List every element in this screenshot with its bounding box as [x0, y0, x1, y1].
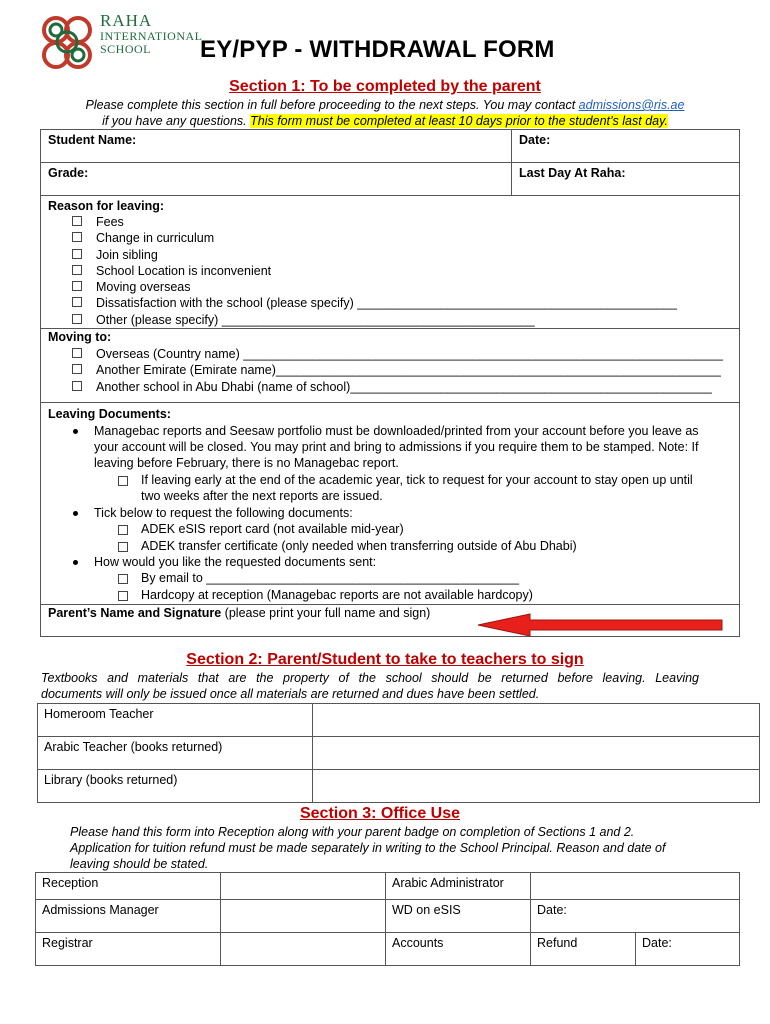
docs-bullet1-line2: your account will be closed. You may print and bring to admissions if you require them to be stamped. Note: If [94, 440, 699, 454]
grade-field[interactable]: Grade: [48, 166, 89, 180]
divider [40, 604, 740, 605]
checkbox-icon[interactable] [72, 381, 82, 391]
divider [40, 195, 740, 196]
checkbox-icon[interactable] [118, 574, 128, 584]
deadline-highlight: This form must be completed at least 10 days prior to the student’s last day. [250, 114, 668, 128]
office-label-cell: Admissions Manager [36, 900, 221, 933]
form-title: EY/PYP - WITHDRAWAL FORM [200, 36, 555, 63]
checkbox-icon[interactable] [118, 476, 128, 486]
table-row [36, 900, 740, 933]
docs-opt-email: By email to _____________________________________________ [141, 571, 520, 585]
parent-signature-hint: (please print your full name and sign) [221, 606, 431, 620]
reason-item[interactable] [72, 295, 677, 311]
school-logo [38, 11, 203, 74]
table-row [38, 737, 760, 770]
section2-intro-line2: documents will only be issued once all materials are returned and dues have been settled. [41, 687, 540, 701]
logo-line1: RAHA [100, 11, 153, 30]
checkbox-icon[interactable] [72, 348, 82, 358]
reason-label-text: School Location is inconvenient [96, 263, 272, 278]
checkbox-icon[interactable] [72, 297, 82, 307]
office-label-cell: Registrar [36, 933, 221, 966]
reason-item[interactable] [72, 230, 677, 246]
section2-intro-line1: Textbooks and materials that are the property of the school should be returned before leaving. Leaving [41, 671, 699, 685]
moving-label-text: Overseas (Country name) _____________________________________________________________________ [96, 347, 723, 361]
reason-list [72, 214, 677, 328]
signature-cell[interactable] [313, 737, 760, 770]
table-row [38, 704, 760, 737]
teacher-role-cell: Arabic Teacher (books returned) [38, 737, 313, 770]
section1-heading: Section 1: To be completed by the parent [229, 78, 541, 95]
docs-opt-transfer: ADEK transfer certificate (only needed when transferring outside of Abu Dhabi) [141, 539, 577, 553]
logo-line3: SCHOOL [100, 42, 152, 56]
reason-label: Reason for leaving: [48, 199, 164, 213]
reason-item[interactable] [72, 312, 677, 328]
office-refund-cell[interactable]: Refund [531, 933, 636, 966]
docs-label: Leaving Documents: [48, 407, 171, 421]
parent-signature-field[interactable] [48, 606, 430, 620]
table-row [36, 873, 740, 900]
checkbox-icon[interactable] [72, 249, 82, 259]
office-label-cell: Reception [36, 873, 221, 900]
bullet-icon [73, 429, 78, 434]
checkbox-icon[interactable] [118, 542, 128, 552]
admissions-email-link[interactable]: admissions@ris.ae [578, 98, 685, 112]
divider [40, 162, 740, 163]
logo-line2: INTERNATIONAL [100, 29, 203, 43]
reason-label-text: Fees [96, 215, 124, 229]
signature-cell[interactable] [313, 704, 760, 737]
bullet-icon [73, 560, 78, 565]
date-field[interactable]: Date: [519, 133, 551, 147]
reason-item[interactable] [72, 263, 677, 279]
table-row [36, 933, 740, 966]
checkbox-icon[interactable] [72, 232, 82, 242]
section1-intro-line2 [0, 114, 770, 128]
moving-item[interactable] [72, 346, 723, 362]
section1-intro-text2: if you have any questions. [102, 114, 247, 128]
docs-bullet3: How would you like the requested documents sent: [94, 555, 377, 569]
docs-sub-line1: If leaving early at the end of the academic year, tick to request for your account to stay open up until [141, 473, 693, 487]
office-label-cell: Accounts [386, 933, 531, 966]
logo-wordmark [100, 12, 202, 56]
checkbox-icon[interactable] [72, 265, 82, 275]
office-label-cell: Arabic Administrator [386, 873, 531, 900]
last-day-field[interactable]: Last Day At Raha: [519, 166, 626, 180]
reason-label-text: Change in curriculum [96, 231, 215, 246]
teacher-signoff-table [37, 703, 760, 803]
checkbox-icon[interactable] [118, 591, 128, 601]
reason-item[interactable] [72, 279, 677, 295]
office-input-cell[interactable] [221, 900, 386, 933]
reason-label-text: Other (please specify) _____________________________________________ [96, 312, 535, 327]
checkbox-icon[interactable] [118, 525, 128, 535]
section2-heading: Section 2: Parent/Student to take to teachers to sign [186, 651, 584, 668]
parent-signature-label: Parent’s Name and Signature [48, 606, 222, 620]
bullet-icon [73, 511, 78, 516]
teacher-role-cell: Library (books returned) [38, 770, 313, 803]
section1-intro-line1 [0, 98, 770, 112]
office-input-cell[interactable] [531, 873, 740, 900]
docs-bullet2: Tick below to request the following documents: [94, 506, 353, 520]
docs-opt-hardcopy: Hardcopy at reception (Managebac reports are not available hardcopy) [141, 588, 533, 602]
moving-label-text: Another school in Abu Dhabi (name of school)____________________________________________________ [96, 379, 712, 394]
reason-item[interactable] [72, 247, 677, 263]
section3-heading: Section 3: Office Use [299, 805, 461, 822]
logo-emblem-icon [38, 12, 96, 74]
checkbox-icon[interactable] [72, 364, 82, 374]
moving-label-text: Another Emirate (Emirate name)________________________________________________________________ [96, 363, 721, 378]
teacher-role-cell: Homeroom Teacher [38, 704, 313, 737]
moving-label: Moving to: [48, 330, 112, 344]
section3-intro-line1: Please hand this form into Reception along with your parent badge on completion of Sections 1 and 2. [70, 825, 635, 839]
divider [511, 129, 512, 196]
student-name-field[interactable]: Student Name: [48, 133, 137, 147]
signature-cell[interactable] [313, 770, 760, 803]
moving-list [72, 346, 723, 395]
office-input-cell[interactable] [221, 873, 386, 900]
left-arrow-icon [476, 612, 724, 638]
section3-intro-line3: leaving should be stated. [70, 857, 209, 871]
office-label-cell: WD on eSIS [386, 900, 531, 933]
office-date-cell[interactable]: Date: [636, 933, 740, 966]
office-use-table [35, 872, 740, 966]
office-input-cell[interactable] [221, 933, 386, 966]
docs-opt-esis: ADEK eSIS report card (not available mid-year) [141, 522, 404, 536]
docs-bullet1-line1: Managebac reports and Seesaw portfolio must be downloaded/printed from your account before you leave as [94, 424, 699, 438]
checkbox-icon[interactable] [72, 281, 82, 291]
reason-label-text: Dissatisfaction with the school (please specify) ______________________________________________ [96, 296, 678, 311]
reason-label-text: Join sibling [96, 247, 158, 262]
divider [40, 328, 740, 329]
office-date-cell[interactable]: Date: [531, 900, 740, 933]
reason-item[interactable] [72, 214, 677, 230]
table-row [38, 770, 760, 803]
moving-item[interactable] [72, 379, 723, 395]
section3-intro-line2: Application for tuition refund must be made separately in writing to the School Principal. Reason and date of [70, 841, 666, 855]
checkbox-icon[interactable] [72, 216, 82, 226]
divider [40, 402, 740, 403]
docs-bullet1-line3: leaving before February, there is no Managebac report. [94, 456, 399, 470]
section1-intro-text: Please complete this section in full before proceeding to the next steps. You may contact [85, 98, 576, 112]
moving-item[interactable] [72, 362, 723, 378]
reason-label-text: Moving overseas [96, 280, 191, 295]
checkbox-icon[interactable] [72, 314, 82, 324]
docs-sub-line2: two weeks after the next reports are issued. [141, 489, 383, 503]
